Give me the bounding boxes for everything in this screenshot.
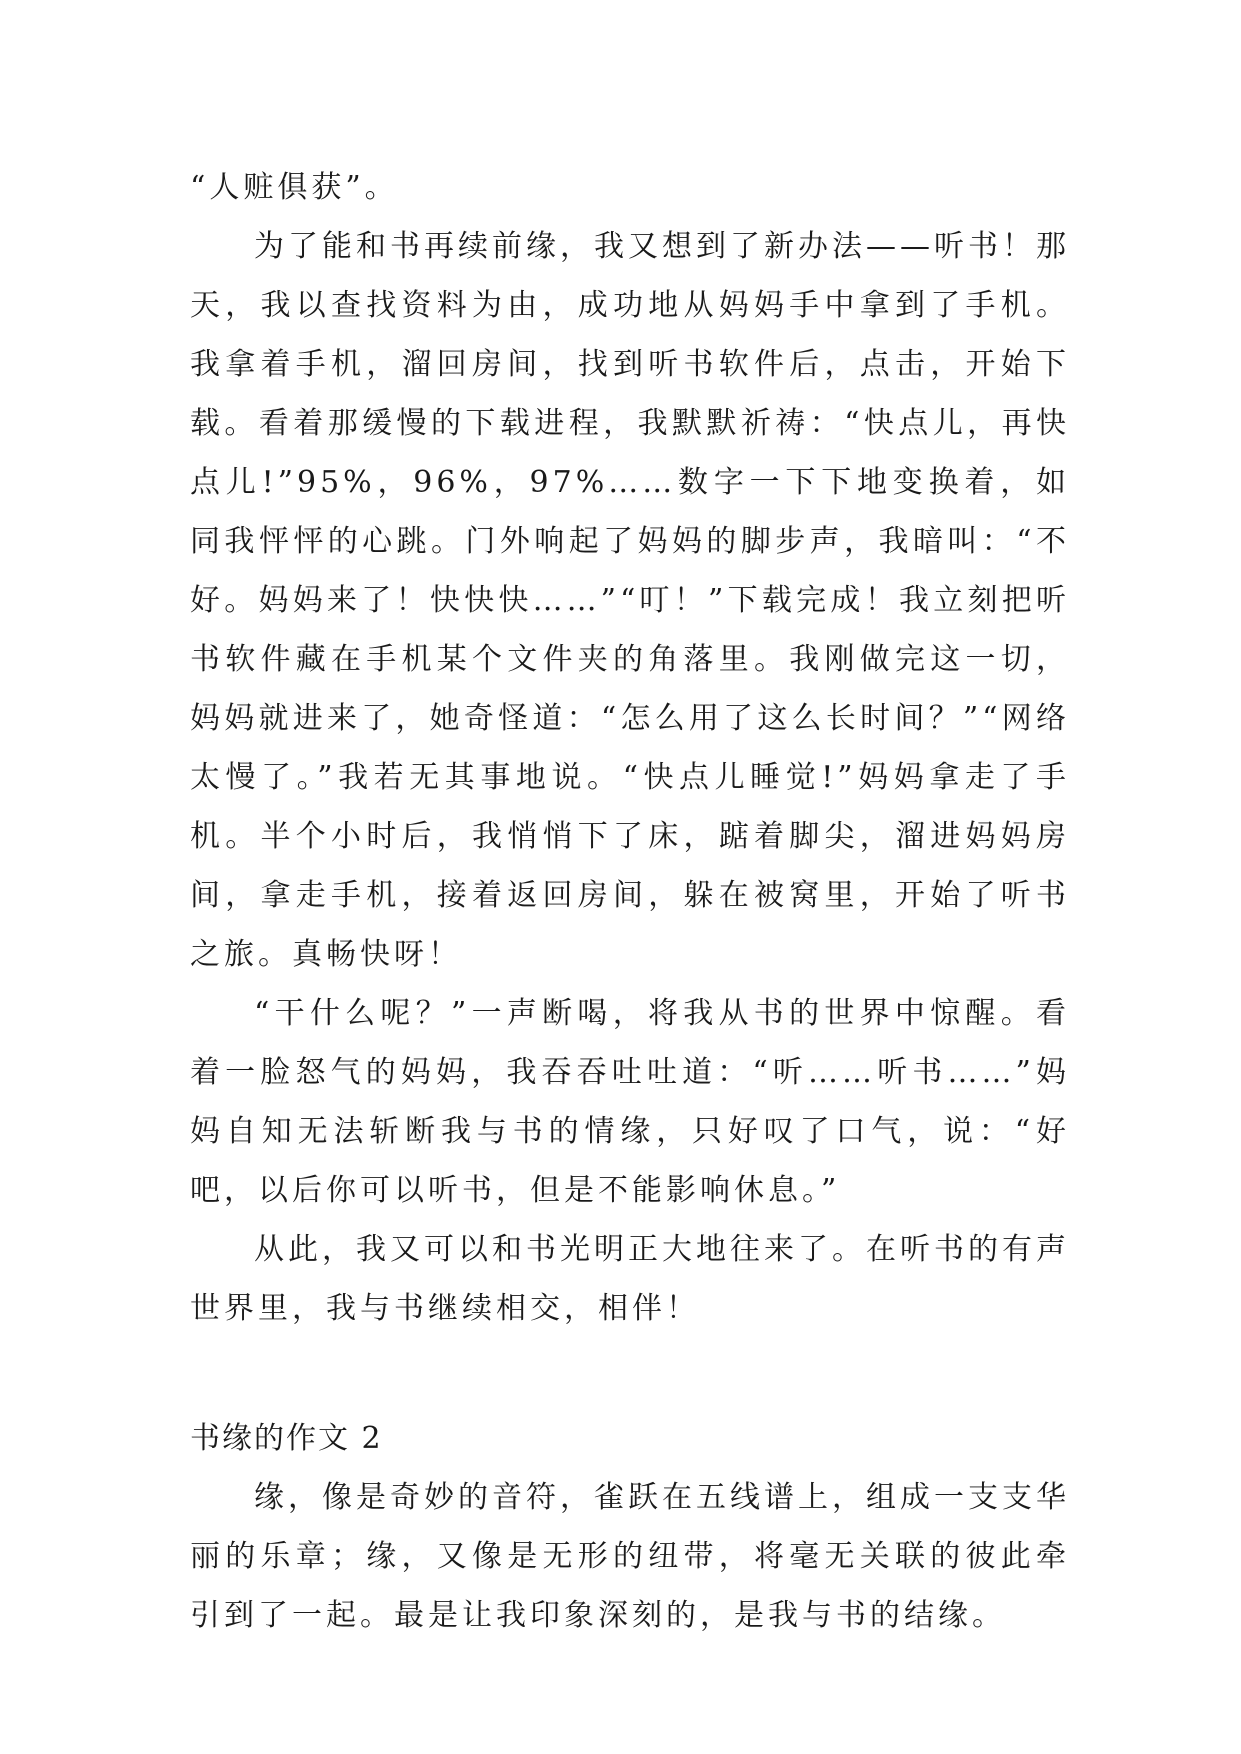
document-body (190, 158, 1070, 1645)
section-title: 书缘的作文 2 (190, 1421, 383, 1456)
paragraph-listening-to-books: 为了能和书再续前缘，我又想到了新办法——听书！那天，我以查找资料为由，成功地从妈妈手中拿到了手机。我拿着手机，溜回房间，找到听书软件后，点击，开始下载。看着那缓慢的下载进程，我默默祈祷：“快点儿，再快点儿!”95%，96%，97%……数字一下下地变换着，如同我怦怦的心跳。门外响起了妈妈的脚步声，我暗叫：“不好。妈妈来了！快快快……”“叮！”下载完成！我立刻把听书软件藏在手机某个文件夹的角落里。我刚做完这一切，妈妈就进来了，她奇怪道：“怎么用了这么长时间？”“网络太慢了。”我若无其事地说。“快点儿睡觉!”妈妈拿走了手机。半个小时后，我悄悄下了床，踮着脚尖，溜进妈妈房间，拿走手机，接着返回房间，躲在被窝里，开始了听书之旅。真畅快呀！ (190, 229, 1070, 972)
paragraph-caught-by-mom: “干什么呢？”一声断喝，将我从书的世界中惊醒。看着一脸怒气的妈妈，我吞吞吐吐道：“听……听书……”妈妈自知无法斩断我与书的情缘，只好叹了口气，说：“好吧，以后你可以听书，但是不能影响休息。” (190, 996, 1070, 1208)
paragraph-conclusion: 从此，我又可以和书光明正大地往来了。在听书的有声世界里，我与书继续相交，相伴！ (190, 1232, 1070, 1326)
paragraph-continuation: “人赃俱获”。 (190, 170, 399, 205)
paragraph-essay2-intro: 缘，像是奇妙的音符，雀跃在五线谱上，组成一支支华丽的乐章；缘，又像是无形的纽带，将毫无关联的彼此牵引到了一起。最是让我印象深刻的，是我与书的结缘。 (190, 1480, 1070, 1633)
